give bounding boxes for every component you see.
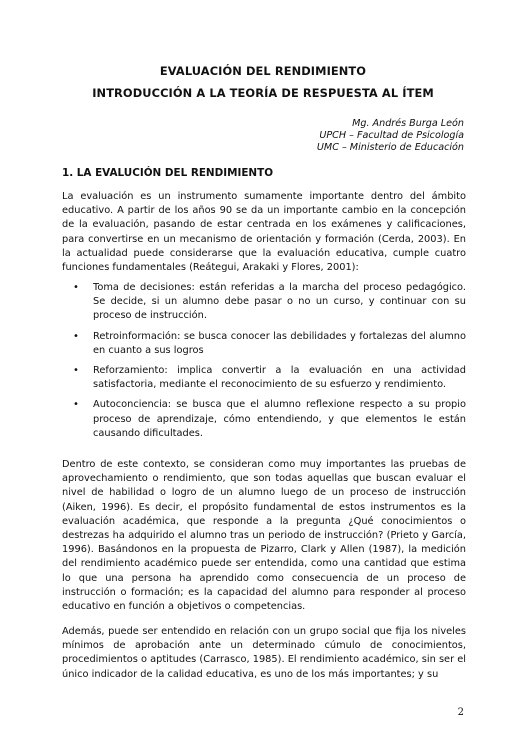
bullet-icon: • — [73, 282, 79, 293]
document-title: EVALUACIÓN DEL RENDIMIENTO — [159, 64, 367, 78]
paragraph-intro: La evaluación es un instrumento sumamente importante dentro del ámbito educativo. A partir de los años 90 se da un importante cambio en la concepción de la evaluación, pasando de estar centrada en los exámenes y calificaciones, para convertirse en un mecanismo de orientación y formación (Cerda, 2003). En la actualidad puede considerarse que la evaluación educativa, cumple cuatro funciones fundamentales (Reátegui, Arakaki y Flores, 2001): — [62, 191, 466, 274]
list-item-text: Reforzamiento: implica convertir a la evaluación en una actividad satisfactoria, mediante el reconocimiento de su esfuerzo y rendimiento. — [93, 365, 466, 391]
list-item-retroinformacion — [62, 330, 466, 358]
bullet-icon: • — [73, 330, 79, 342]
paragraph-context: Dentro de este contexto, se consideran como muy importantes las pruebas de aprovechamiento o rendimiento, que son todas aquellas que buscan evaluar el nivel de habilidad o logro de un alumno luego de un proceso de instrucción (Aiken, 1996). Es decir, el propósito fundamental de estos instrumentos es la evaluación académica, que responde a la pregunta ¿Qué conocimientos o destrezas ha adquirido el alumno tras un periodo de instrucción? (Prieto y García, 1996). Basándonos en la propuesta de Pizarro, Clark y Allen (1987), la medición del rendimiento académico puede ser entendida, como una cantidad que estima lo que una persona ha aprendido como consecuencia de un proceso de instrucción o formación; es la capacidad del alumno para responder al proceso educativo en función a objetivos o competencias. — [62, 459, 466, 613]
paragraph-social: Además, puede ser entendido en relación con un grupo social que fija los niveles mínimos de aprobación ante un determinado cúmulo de conocimientos, procedimientos o aptitudes (Carrasco, 1985). El rendimiento académico, sin ser el único indicador de la calidad educativa, es uno de los más importantes; y su — [62, 626, 466, 680]
list-item-toma-de-decisiones — [62, 281, 466, 324]
bullet-icon: • — [73, 399, 79, 411]
list-item-text: Toma de decisiones: están referidas a la marcha del proceso pedagógico. Se decide, si un alumno debe pasar o no un curso, y continuar con su proceso de instrucción. — [93, 282, 466, 322]
author-affiliation-upch: UPCH – Facultad de Psicología — [319, 130, 464, 141]
section-heading: 1. LA EVALUCIÓN DEL RENDIMIENTO — [62, 167, 274, 179]
functions-list — [62, 281, 466, 447]
list-item-text: Retroinformación: se busca conocer las debilidades y fortalezas del alumno en cuanto a sus logros — [93, 330, 466, 356]
list-item-autoconciencia — [62, 398, 466, 441]
author-affiliation-umc: UMC – Ministerio de Educación — [316, 142, 464, 153]
list-item-text: Autoconciencia: se busca que el alumno reflexione respecto a su propio proceso de aprendizaje, cómo entendiendo, y que elementos le están causando dificultades. — [93, 399, 466, 439]
page-number: 2 — [457, 707, 464, 718]
bullet-icon: • — [73, 365, 79, 377]
list-item-reforzamiento — [62, 364, 466, 392]
author-name: Mg. Andrés Burga León — [352, 118, 464, 129]
document-subtitle: INTRODUCCIÓN A LA TEORÍA DE RESPUESTA AL ÍTEM — [92, 86, 434, 100]
